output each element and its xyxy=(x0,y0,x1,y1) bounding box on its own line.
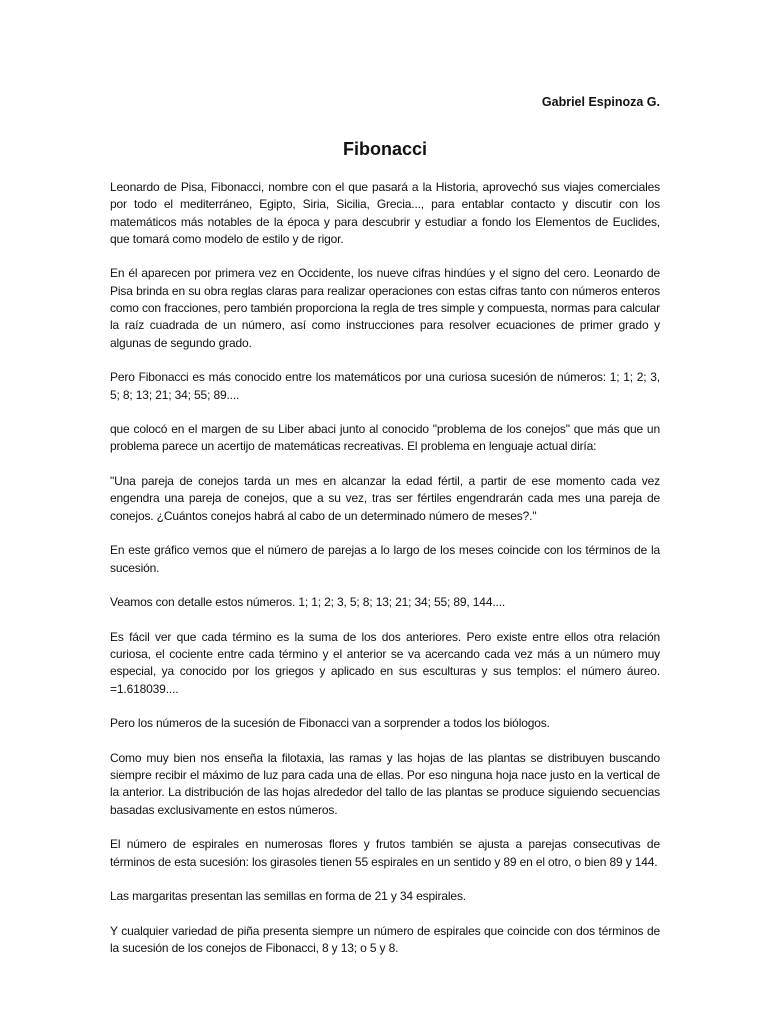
paragraph: Es fácil ver que cada término es la suma de los dos anteriores. Pero existe entre ellos otra relación curiosa, el cociente entre cada término y el anterior se va acercando cada vez más a un número muy especial, ya conocido por los griegos y aplicado en sus esculturas y sus templos: el número áureo. =1.618039.... xyxy=(110,629,660,696)
paragraph: Y cualquier variedad de piña presenta siempre un número de espirales que coincide con dos términos de la sucesión de los conejos de Fibonacci, 8 y 13; o 5 y 8. xyxy=(110,923,660,956)
page-title: Fibonacci xyxy=(342,139,427,159)
document-page xyxy=(110,0,660,1024)
paragraph: En él aparecen por primera vez en Occidente, los nueve cifras hindúes y el signo del cero. Leonardo de Pisa brinda en su obra reglas claras para realizar operaciones con estas cifras tanto con números enteros como con fracciones, pero también proporciona la regla de tres simple y compuesta, normas para calcular la raíz cuadrada de un número, así como instrucciones para resolver ecuaciones de primer grado y algunas de segundo grado. xyxy=(110,266,660,350)
paragraph: Leonardo de Pisa, Fibonacci, nombre con el que pasará a la Historia, aprovechó sus viajes comerciales por todo el mediterráneo, Egipto, Siria, Sicilia, Grecia..., para entablar contacto y discutir con los matemáticos más notables de la época y para descubrir y estudiar a fondo los Elementos de Euclides, que tomará como modelo de estilo y de rigor. xyxy=(110,180,660,246)
paragraph: que colocó en el margen de su Liber abaci junto al conocido "problema de los conejos" que más que un problema parece un acertijo de matemáticas recreativas. El problema en lenguaje actual diría: xyxy=(110,422,660,454)
paragraph: Las margaritas presentan las semillas en forma de 21 y 34 espirales. xyxy=(110,889,466,904)
paragraph: Veamos con detalle estos números. 1; 1; 2; 3, 5; 8; 13; 21; 34; 55; 89, 144.... xyxy=(110,595,506,610)
paragraph: Pero los números de la sucesión de Fibonacci van a sorprender a todos los biólogos. xyxy=(110,716,550,731)
author-name: Gabriel Espinoza G. xyxy=(541,95,660,109)
paragraph: Como muy bien nos enseña la filotaxia, las ramas y las hojas de las plantas se distribuyen buscando siempre recibir el máximo de luz para cada una de ellas. Por eso ninguna hoja nace justo en la vertical de la anterior. La distribución de las hojas alrededor del tallo de las plantas se produce siguiendo secuencias basadas exclusivamente en estos números. xyxy=(110,750,660,817)
paragraph: Pero Fibonacci es más conocido entre los matemáticos por una curiosa sucesión de números: 1; 1; 2; 3, 5; 8; 13; 21; 34; 55; 89.... xyxy=(110,370,660,402)
paragraph: En este gráfico vemos que el número de parejas a lo largo de los meses coincide con los términos de la sucesión. xyxy=(110,543,660,575)
quoted-problem-paragraph: "Una pareja de conejos tarda un mes en alcanzar la edad fértil, a partir de ese momento cada vez engendra una pareja de conejos, que a su vez, tras ser fértiles engendrarán cada mes una pareja de conejos. ¿Cuántos conejos habrá al cabo de un determinado número de meses?." xyxy=(110,474,660,523)
document-body xyxy=(110,179,660,975)
paragraph: El número de espirales en numerosas flores y frutos también se ajusta a parejas consecutivas de términos de esta sucesión: los girasoles tienen 55 espirales en un sentido y 89 en el otro, o bien 89 y 144. xyxy=(110,837,660,869)
